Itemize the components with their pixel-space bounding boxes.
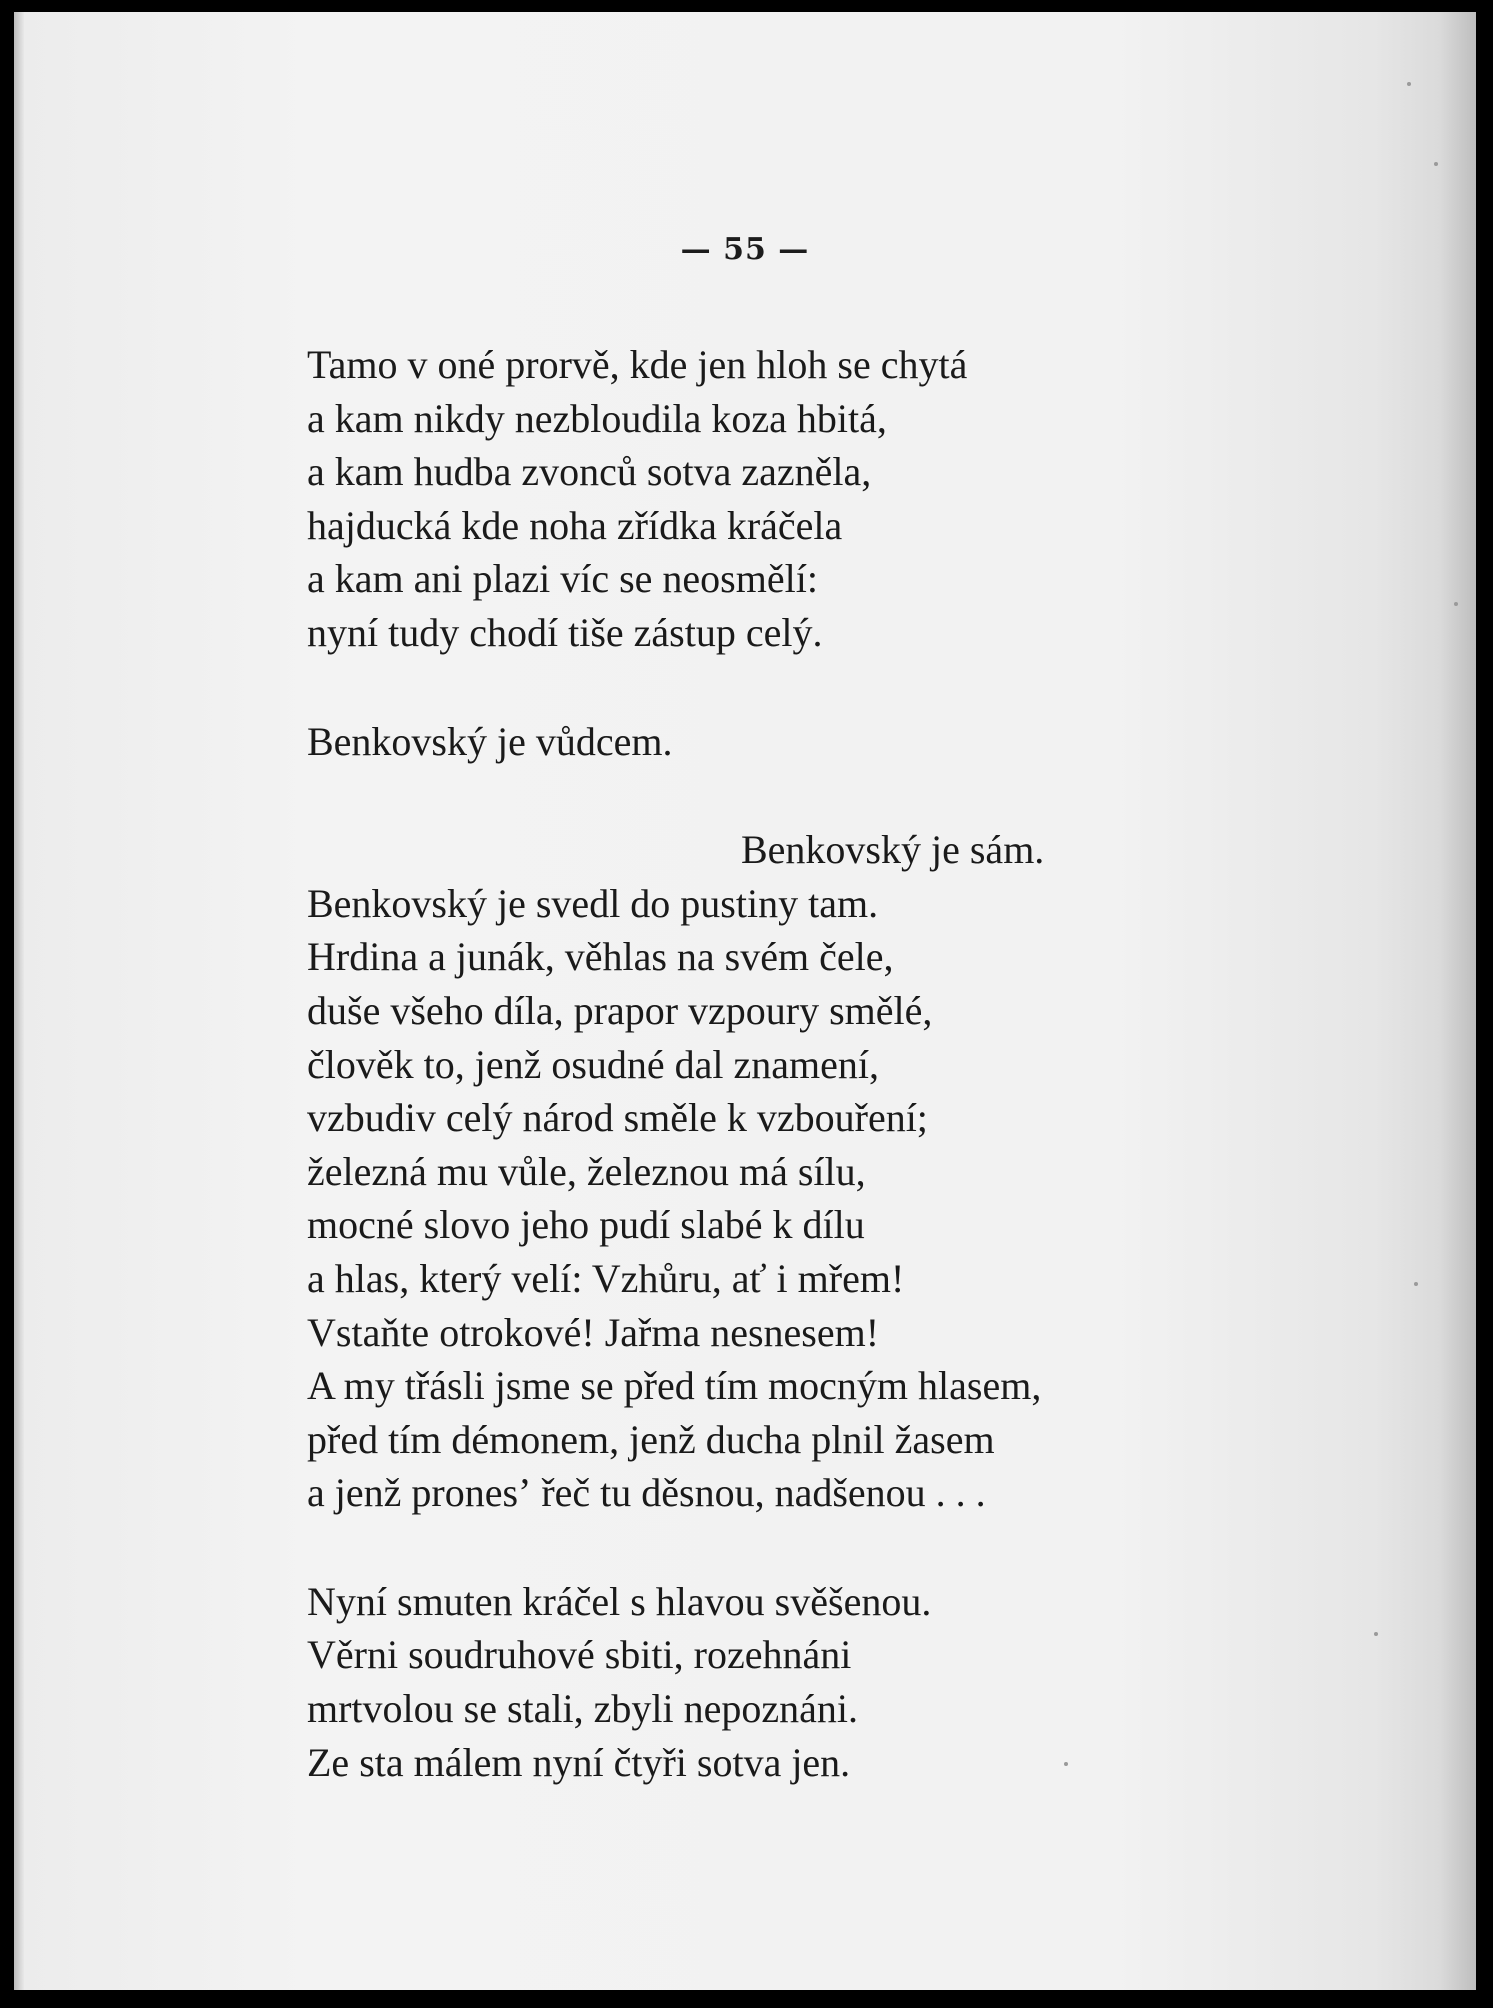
paper-speck [1064,1762,1068,1766]
stanza-gap [307,768,1207,823]
stanza-1 [307,338,1207,660]
poem-line: A my třásli jsme se před tím mocným hlasem, [307,1363,1042,1409]
stanza-gap [307,1520,1207,1575]
poem-line: nyní tudy chodí tiše zástup celý. [307,609,823,655]
stanza-2 [307,715,1207,769]
page-number: — 55 — [680,232,810,267]
poem-line: duše všeho díla, prapor vzpoury smělé, [307,987,933,1033]
poem-line: Benkovský je vůdcem. [307,718,673,764]
poem-line: a kam ani plazi víc se neosmělí: [307,556,818,602]
poem-line: a hlas, který velí: Vzhůru, ať i mřem! [307,1255,905,1301]
poem-line: mrtvolou se stali, zbyli nepoznáni. [307,1686,858,1732]
poem-line-indented: Benkovský je sám. [741,827,1045,873]
stanza-gap [307,660,1207,715]
poem-line: Benkovský je svedl do pustiny tam. [307,880,879,926]
poem-text [307,338,1207,1789]
poem-line: mocné slovo jeho pudí slabé k dílu [307,1202,865,1248]
poem-line: Nyní smuten kráčel s hlavou svěšenou. [307,1578,932,1624]
paper-speck [1454,602,1458,606]
poem-line: a kam nikdy nezbloudila koza hbitá, [307,395,887,441]
poem-line: Hrdina a junák, věhlas na svém čele, [307,934,894,980]
paper-speck [1374,1632,1378,1636]
poem-line: a jenž pronesʼ řeč tu děsnou, nadšenou . . . [307,1470,986,1516]
poem-line: Ze sta málem nyní čtyři sotva jen. [307,1739,851,1785]
poem-line: železná mu vůle, železnou má sílu, [307,1148,866,1194]
page-edge-shadow [1440,12,1476,1990]
poem-line: před tím démonem, jenž ducha plnil žasem [307,1416,995,1462]
stanza-4 [307,1575,1207,1789]
paper-speck [1434,162,1438,166]
stanza-3 [307,823,1207,1520]
poem-line: vzbudiv celý národ směle k vzbouření; [307,1095,928,1141]
poem-line: Tamo v oné prorvě, kde jen hloh se chytá [307,342,968,387]
poem-line: Věrni soudruhové sbiti, rozehnáni [307,1632,852,1678]
poem-line: a kam hudba zvonců sotva zazněla, [307,449,872,495]
paper-speck [1407,82,1411,86]
paper-speck [1414,1282,1418,1286]
poem-line: Vstaňte otrokové! Jařma nesnesem! [307,1309,880,1355]
page-spine-shadow [14,12,24,1990]
poem-line: člověk to, jenž osudné dal znamení, [307,1041,880,1087]
book-page [14,12,1476,1990]
poem-line: hajducká kde noha zřídka kráčela [307,502,843,548]
